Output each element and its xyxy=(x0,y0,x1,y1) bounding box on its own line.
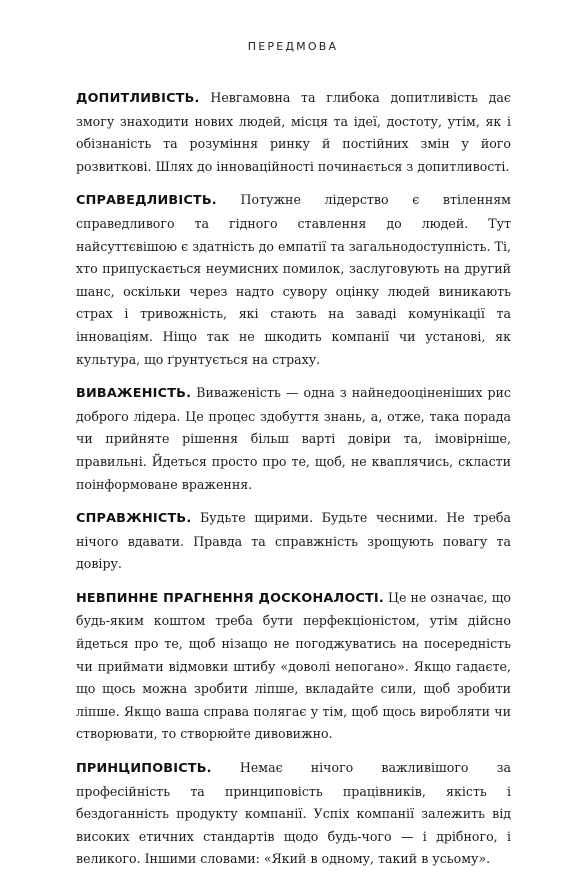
paragraph-term: ДОПИТЛИВІСТЬ. xyxy=(76,91,200,106)
paragraph-curiosity xyxy=(76,87,511,178)
paragraph-text: Це не означає, що будь-яким коштом треба бути перфекціоністом, утім дійсно йдеться про те, щоб нізащо не погоджуватись на посередність чи приймати відмовки штибу «доволі непогано». Якщо гадаєте, що щось можна зробити ліпше, вкладайте сили, щоб зробити ліпше. Якщо ваша справа полягає у тім, щоб щось виробляти чи створювати, то створюйте дивовижно. xyxy=(76,589,511,742)
paragraph-term: СПРАВЖНІСТЬ. xyxy=(76,511,192,527)
paragraph-term: ПРИНЦИПОВІСТЬ. xyxy=(76,761,212,777)
paragraph-thoughtfulness xyxy=(76,382,511,496)
paragraph-perfection xyxy=(76,587,511,746)
body-text xyxy=(76,87,511,882)
paragraph-text: Невгамовна та глибока допитливість дає змогу знаходити нових людей, місця та ідеї, достоту, утім, як і обізнаність та розуміння ринку й постійних змін у його розвиткові. Шлях до інноваційності починається з допитливості. xyxy=(76,90,511,174)
paragraph-authenticity xyxy=(76,507,511,576)
paragraph-text: Виваженість — одна з найнедооціненіших рис доброго лідера. Це процес здобуття знань, а, отже, така порада чи прийняте рішення більш варті довіри та, імовірніше, правильні. Йдеться просто про те, щоб, не кваплячись, скласти поінформоване враження. xyxy=(76,385,511,492)
paragraph-term: СПРАВЕДЛИВІСТЬ. xyxy=(76,193,217,209)
paragraph-text: Немає нічого важливішого за професійність та принциповість працівників, якість і бездоганність продукту компанії. Успіх компанії залежить від високих етичних стандартів щодо будь-чого — і дрібного, і великого. Іншими словами: «Який в одному, такий в усьому». xyxy=(76,760,511,867)
running-header: ПЕРЕДМОВА xyxy=(247,40,339,53)
paragraph-text: Будьте щирими. Будьте чесними. Не треба нічого вдавати. Правда та справжність зрощують повагу та довіру. xyxy=(76,510,511,572)
paragraph-integrity xyxy=(76,757,511,871)
paragraph-term: ВИВАЖЕНІСТЬ. xyxy=(76,386,192,402)
paragraph-fairness xyxy=(76,189,511,371)
paragraph-term: НЕВПИННЕ ПРАГНЕННЯ ДОСКОНАЛОСТІ. xyxy=(76,590,384,606)
paragraph-text: Потужне лідерство є втіленням справедливого та гідного ставлення до людей. Тут найсуттєвішою є здатність до емпатії та загальнодоступність. Ті, хто припускається неумисних помилок, заслуговують на другий шанс, оскільки через надто сувору оцінку людей виникають страх і тривожність, які стають на заваді комунікації та інноваціям. Ніщо так не шкодить компанії чи установі, як культура, що ґрунтується на страху. xyxy=(76,192,511,367)
